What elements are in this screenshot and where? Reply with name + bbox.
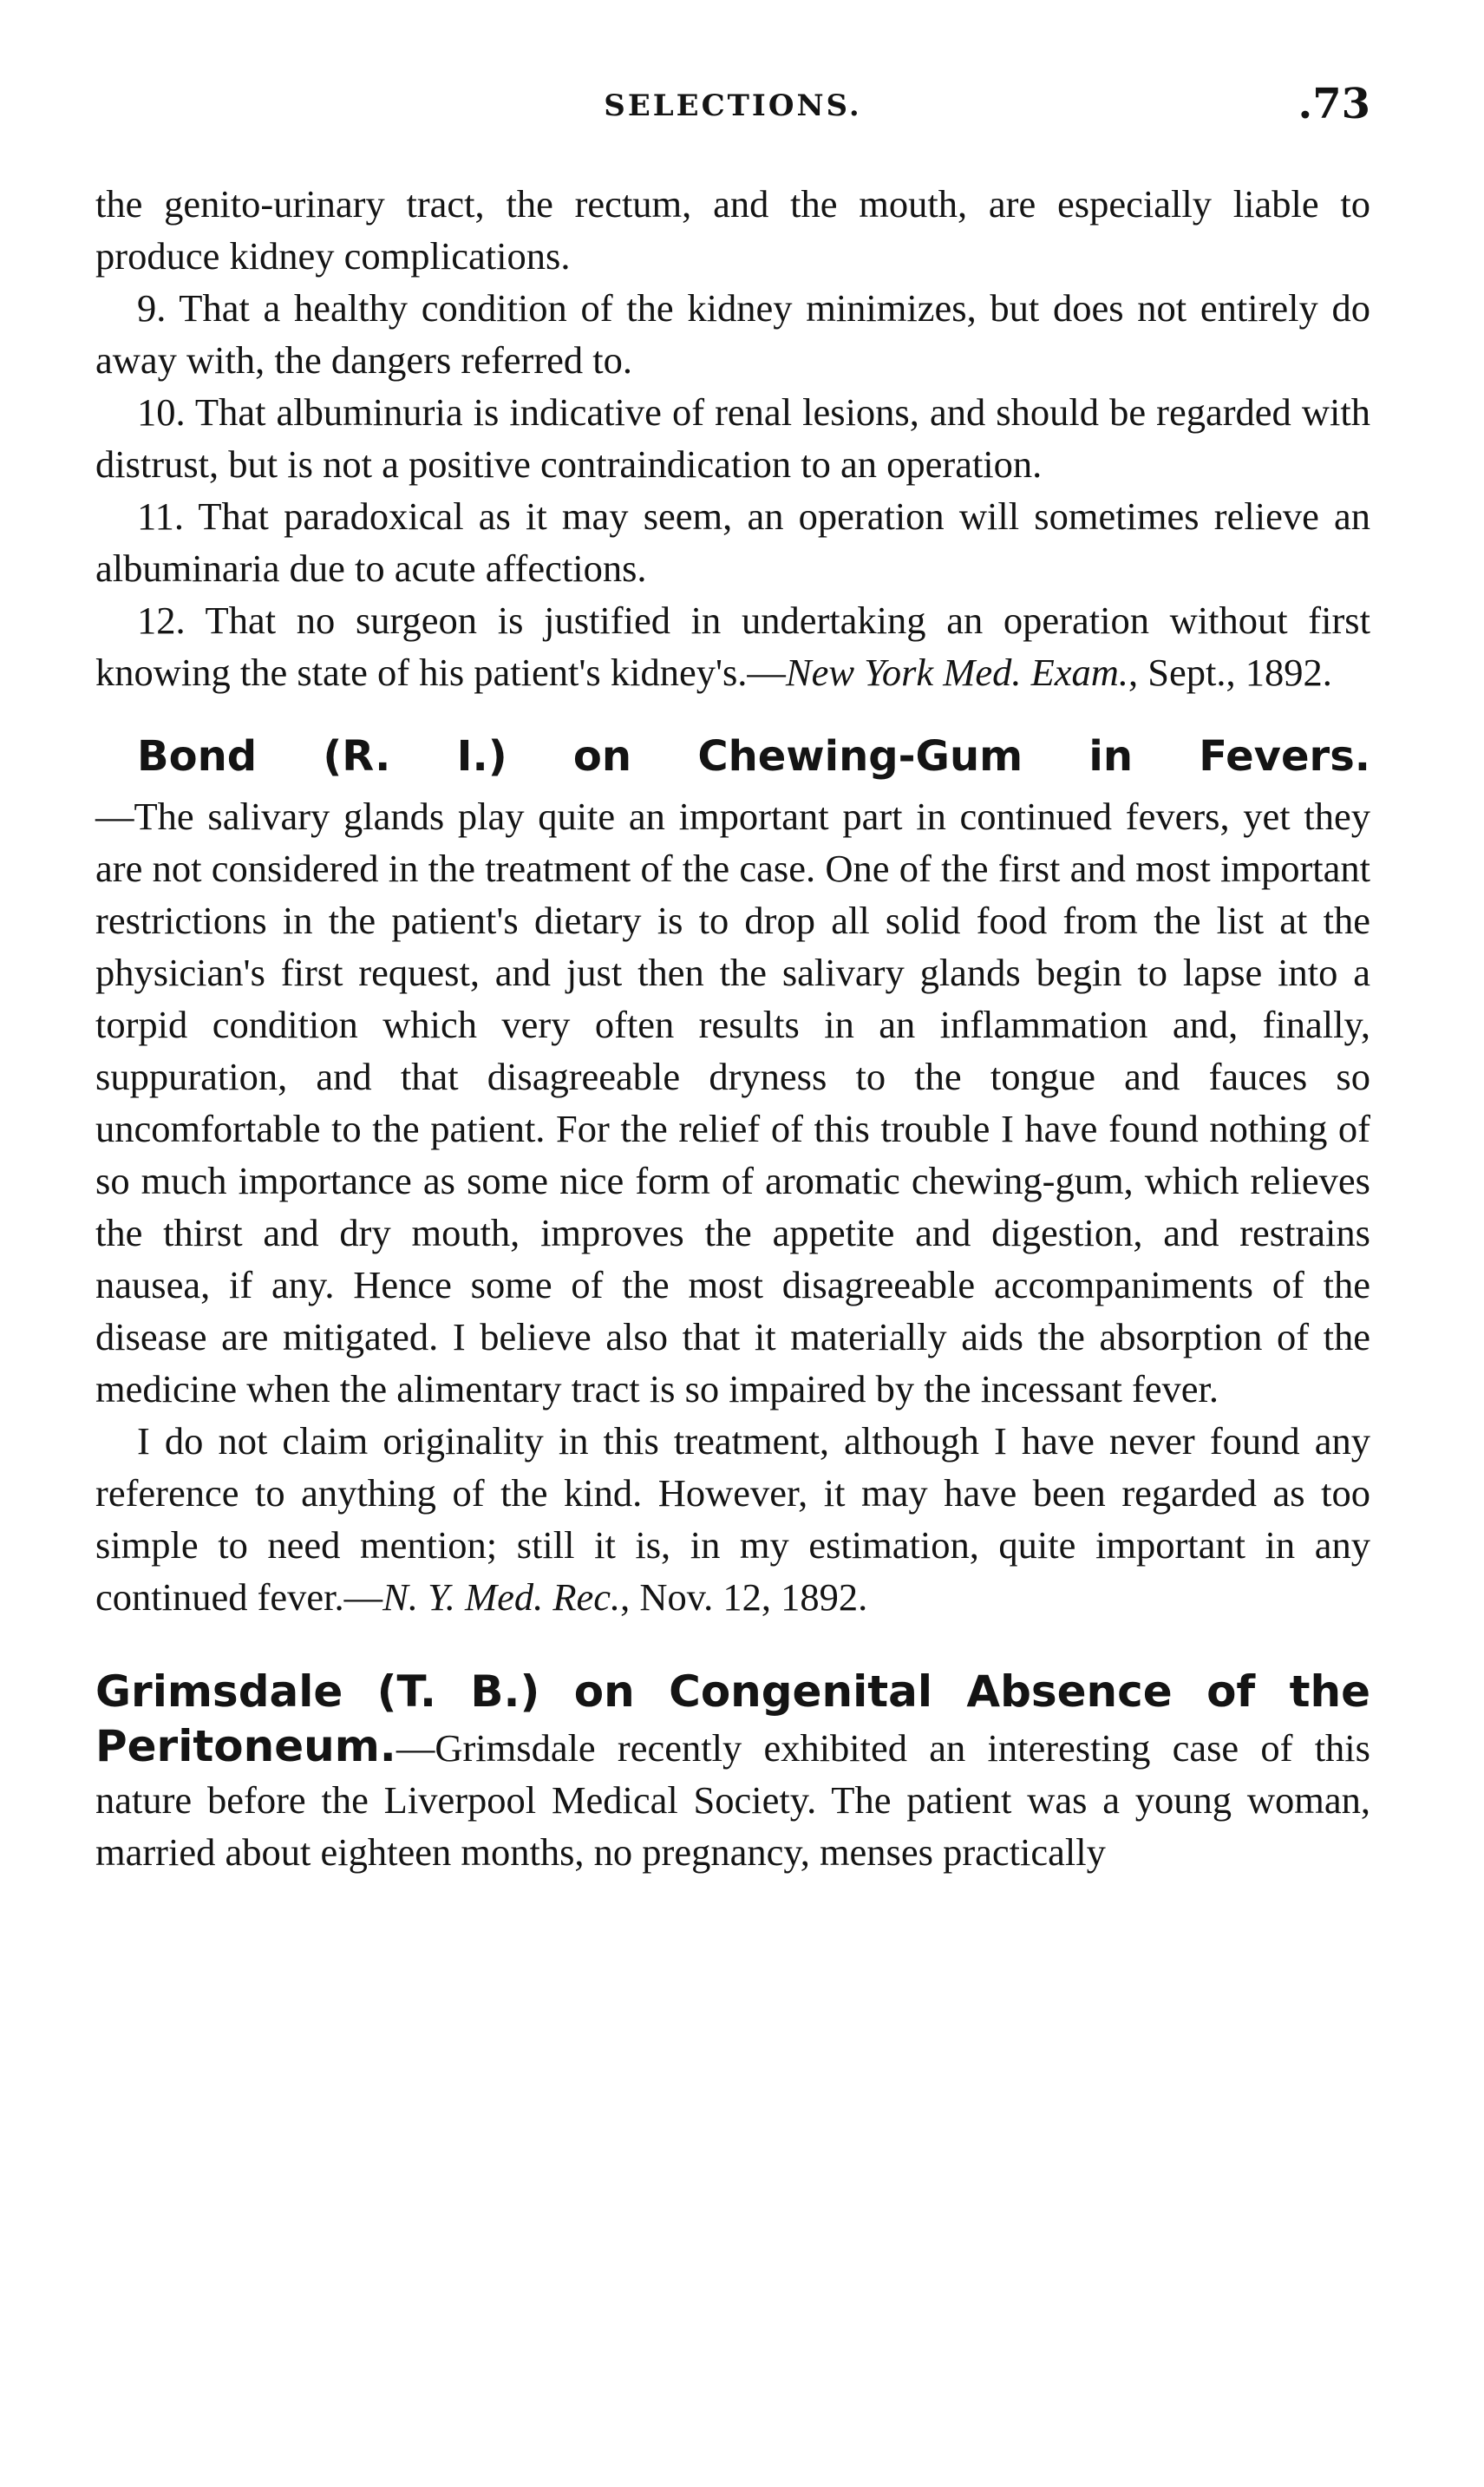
source-citation-date: , Sept., 1892. (1128, 651, 1332, 694)
previous-article-section (95, 178, 1370, 698)
source-citation-date: , Nov. 12, 1892. (620, 1575, 868, 1619)
text-column (95, 178, 1370, 1878)
continued-paragraph: the genito-urinary tract, the rectum, and the mouth, are especially liable to produce kidney complications. (95, 182, 1370, 278)
article-heading: Grimsdale (T. B.) on Congenital Absence of the Peritoneum. (95, 1666, 1370, 1771)
running-head (95, 80, 1370, 141)
numbered-item-9: 9. That a healthy condition of the kidney minimizes, but does not entirely do away with, the dangers referred to. (95, 286, 1370, 382)
running-title: SELECTIONS. (604, 88, 862, 123)
article-lead-paragraph (95, 1665, 1370, 1878)
source-citation-journal: New York Med. Exam. (785, 651, 1129, 694)
article-lead-text: —Grimsdale recently exhibited an interesting case of this nature before the Liverpool Medical Society. The patient was a young woman, married about eighteen months, no pregnancy, menses practically (95, 1726, 1370, 1874)
numbered-item-10: 10. That albuminuria is indicative of renal lesions, and should be regarded with distrust, but is not a positive contraindication to an operation. (95, 390, 1370, 486)
page-number: .73 (1298, 80, 1370, 128)
source-citation-journal: N. Y. Med. Rec. (382, 1575, 621, 1619)
chewing-gum-article (95, 731, 1370, 1623)
article-paragraph: —The salivary glands play quite an important part in continued fevers, yet they are not considered in the treatment of the case. One of the first and most important restrictions in the patient's dietary is to drop all solid food from the list at the physician's first request, and just then the salivary glands begin to lapse into a torpid condition which very often results in an inflammation and, finally, suppuration, and that disagreeable dryness to the tongue and fauces so uncomfortable to the patient. For the relief of this trouble I have found nothing of so much importance as some nice form of aromatic chewing-gum, which relieves the thirst and dry mouth, improves the appetite and digestion, and restrains nausea, if any. Hence some of the most disagreeable accompaniments of the disease are mitigated. I believe also that it materially aids the absorption of the medicine when the alimentary tract is so impaired by the incessant fever. (95, 795, 1370, 1410)
paragraph-text: I do not claim originality in this treatment, although I have never found any reference to anything of the kind. However, it may have been regarded as too simple to need mention; still it is, in my estimation, quite important in any continued fever.— (95, 1419, 1370, 1619)
article-paragraph (95, 1415, 1370, 1623)
item-12-text: 12. That no surgeon is justified in undertaking an operation without first knowing the state of his patient's kidney's.— (95, 599, 1370, 694)
peritoneum-article (95, 1665, 1370, 1878)
numbered-item-12 (95, 594, 1370, 698)
article-heading: Bond (R. I.) on Chewing-Gum in Fevers. (137, 732, 1370, 781)
numbered-item-11: 11. That paradoxical as it may seem, an operation will sometimes relieve an albuminaria due to acute affections. (95, 494, 1370, 590)
